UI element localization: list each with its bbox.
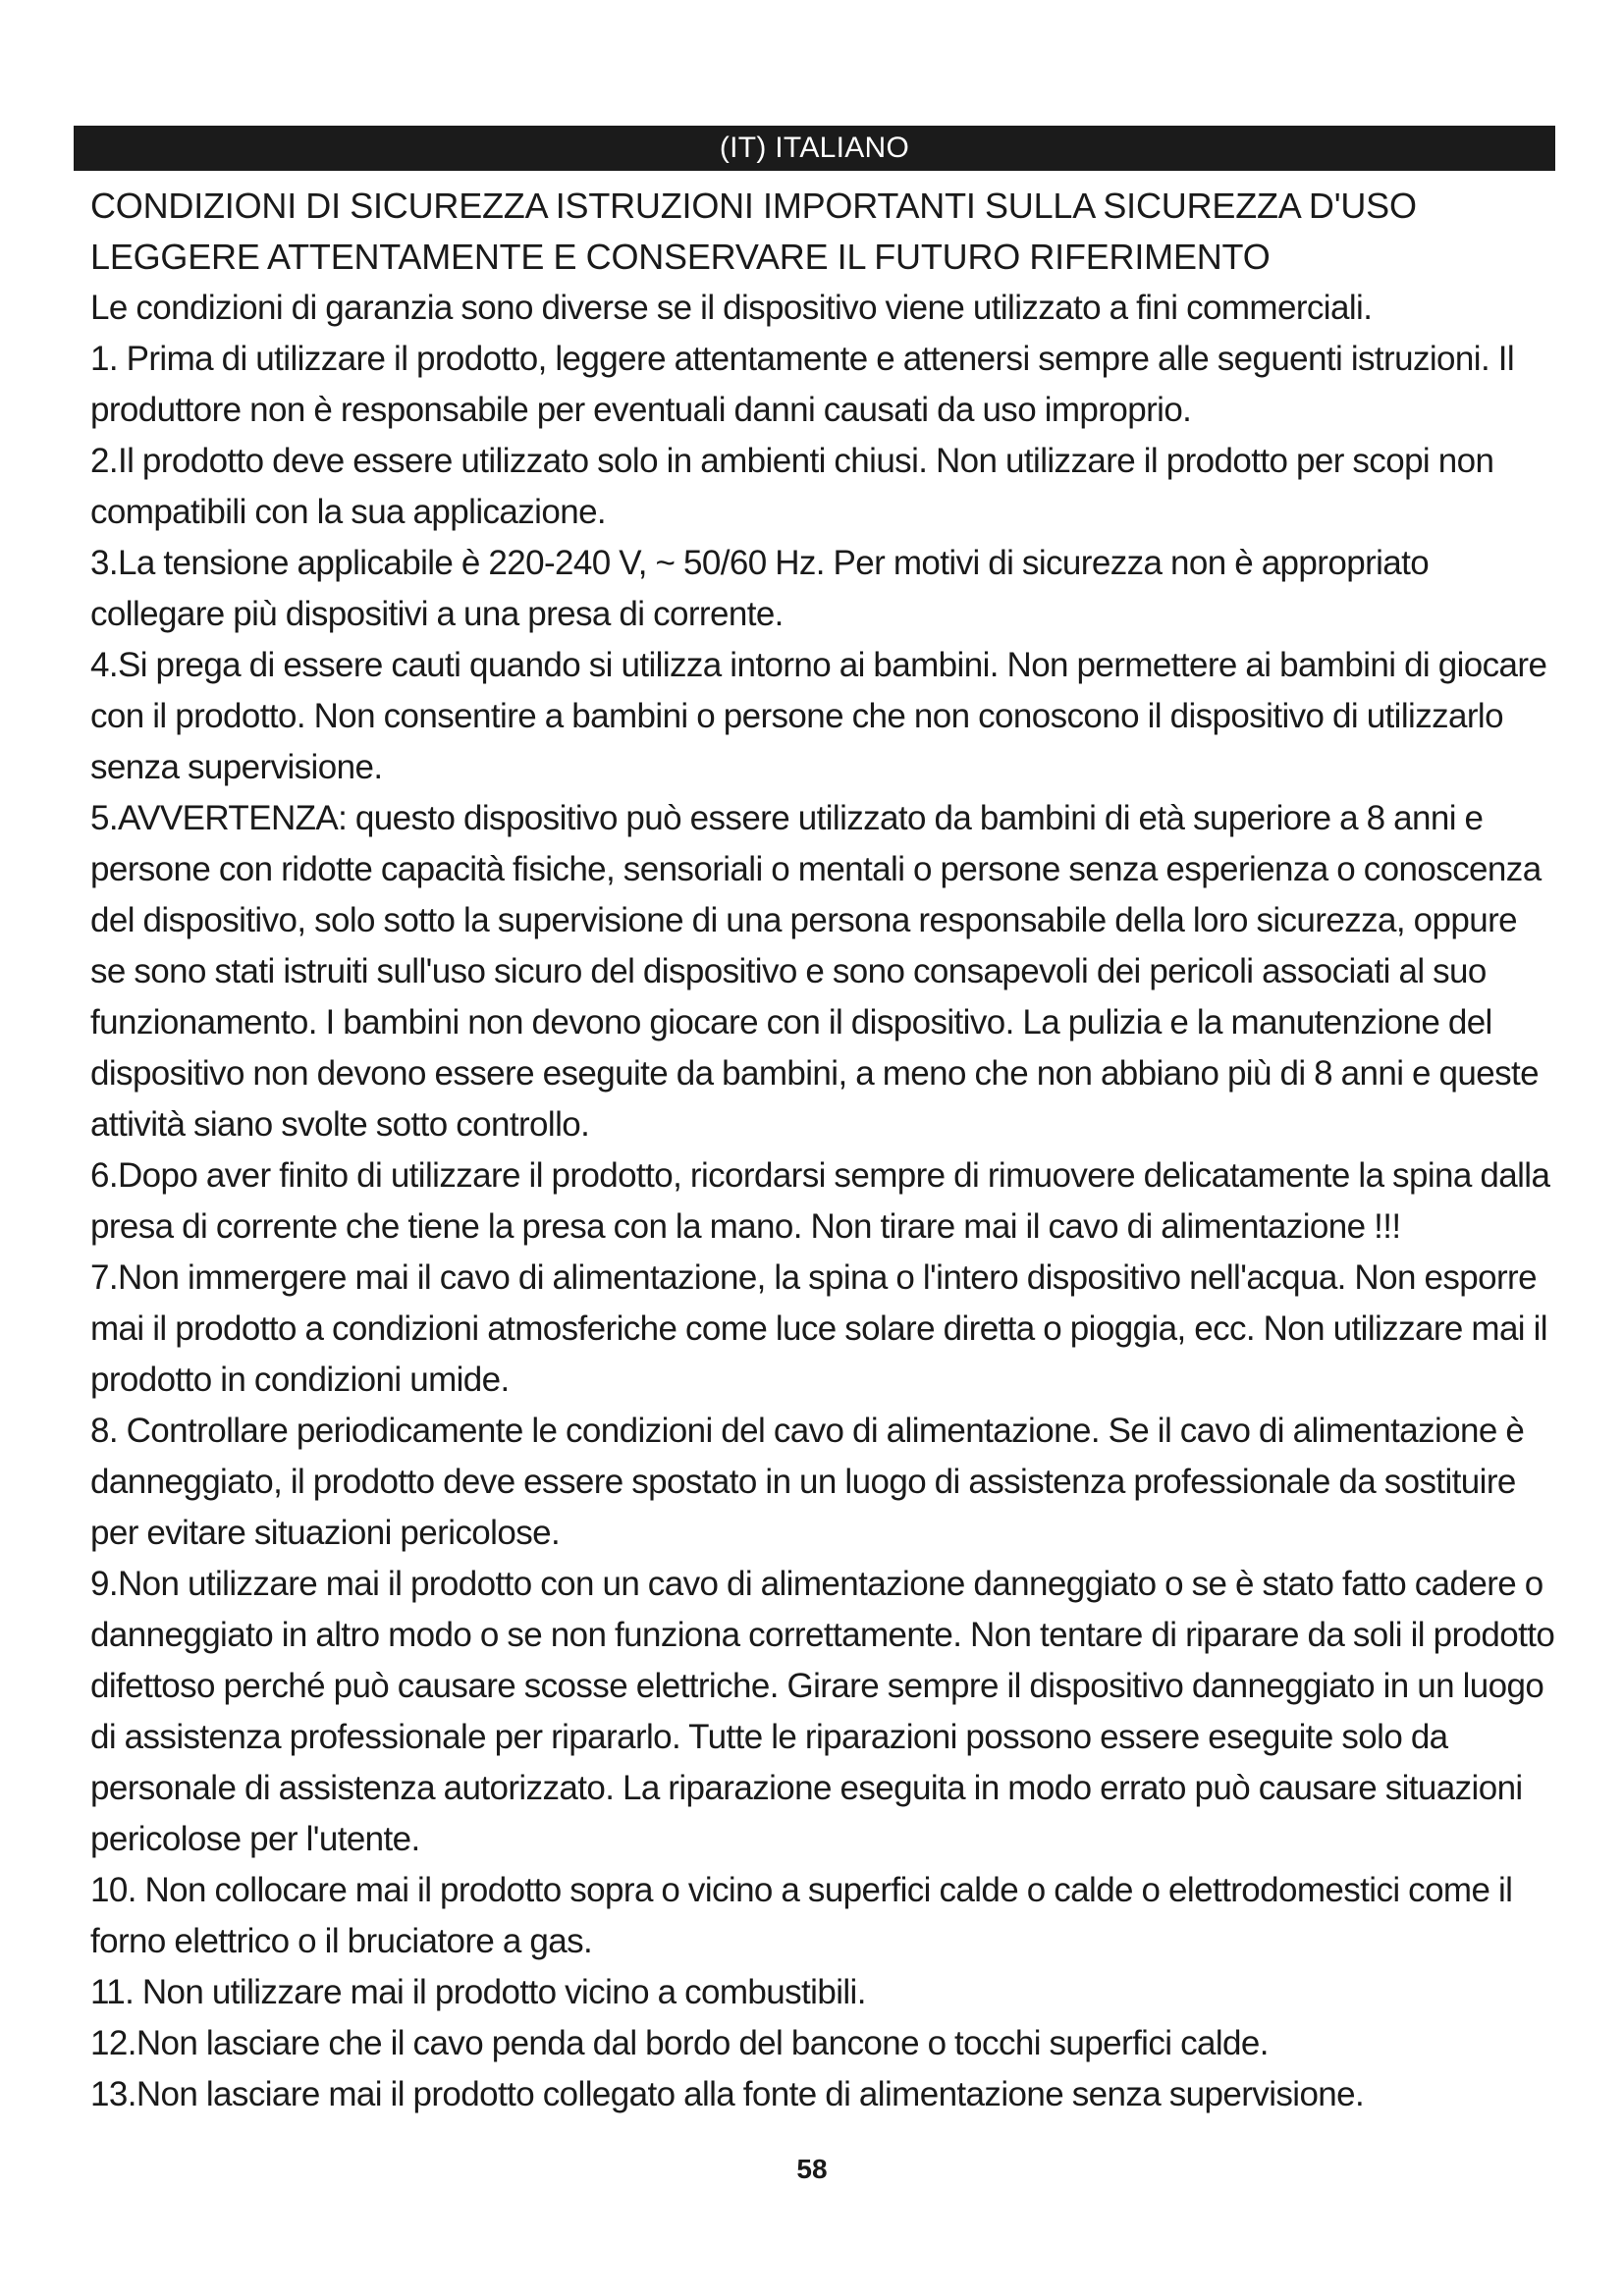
instruction-item-7: 7.Non immergere mai il cavo di alimentazione, la spina o l'intero dispositivo nell'acqua. Non esporre mai il prodotto a condizioni atmosferiche come luce solare diretta o pioggia, ecc. Non utilizzare mai il prodotto in condizioni umide. — [90, 1258, 1547, 1399]
instruction-item-12: 12.Non lasciare che il cavo penda dal bordo del bancone o tocchi superfici calde. — [90, 2024, 1269, 2062]
instruction-item-5: 5.AVVERTENZA: questo dispositivo può essere utilizzato da bambini di età superiore a 8 anni e persone con ridotte capacità fisiche, sensoriali o mentali o persone senza esperienza o conoscenza del dispositivo, solo sotto la supervisione di una persona responsabile della loro sicurezza, oppure se sono stati istruiti sull'uso sicuro del dispositivo e sono consapevoli dei pericoli associati al suo funzionamento. I bambini non devono giocare con il dispositivo. La pulizia e la manutenzione del dispositivo non devono essere eseguite da bambini, a meno che non abbiano più di 8 anni e queste attività siano svolte sotto controllo. — [90, 799, 1542, 1144]
instruction-item-9: 9.Non utilizzare mai il prodotto con un cavo di alimentazione danneggiato o se è stato fatto cadere o danneggiato in altro modo o se non funziona correttamente. Non tentare di riparare da soli il prodotto difettoso perché può causare scosse elettriche. Girare sempre il dispositivo danneggiato in un luogo di assistenza professionale per ripararlo. Tutte le riparazioni possono essere eseguite solo da personale di assistenza autorizzato. La riparazione eseguita in modo errato può causare situazioni pericolose per l'utente. — [90, 1565, 1555, 1858]
instruction-item-8: 8. Controllare periodicamente le condizioni del cavo di alimentazione. Se il cavo di alimentazione è danneggiato, il prodotto deve essere spostato in un luogo di assistenza professionale da sostituire per evitare situazioni pericolose. — [90, 1412, 1525, 1552]
safety-instructions — [90, 181, 1555, 2120]
warranty-note: Le condizioni di garanzia sono diverse se il dispositivo viene utilizzato a fini commerciali. — [90, 289, 1373, 327]
page-number: 58 — [796, 2154, 828, 2184]
title-line-2: LEGGERE ATTENTAMENTE E CONSERVARE IL FUTURO RIFERIMENTO — [90, 237, 1271, 277]
instruction-item-3: 3.La tensione applicabile è 220-240 V, ~ 50/60 Hz. Per motivi di sicurezza non è appropriato collegare più dispositivi a una presa di corrente. — [90, 544, 1430, 633]
instruction-item-10: 10. Non collocare mai il prodotto sopra o vicino a superfici calde o calde o elettrodomestici come il forno elettrico o il bruciatore a gas. — [90, 1871, 1513, 1960]
title-line-1: CONDIZIONI DI SICUREZZA ISTRUZIONI IMPORTANTI SULLA SICUREZZA D'USO — [90, 186, 1417, 226]
language-header-bar: (IT) ITALIANO — [74, 126, 1555, 171]
instruction-item-13: 13.Non lasciare mai il prodotto collegato alla fonte di alimentazione senza supervisione. — [90, 2075, 1365, 2113]
instruction-item-1: 1. Prima di utilizzare il prodotto, leggere attentamente e attenersi sempre alle seguenti istruzioni. Il produttore non è responsabile per eventuali danni causati da uso improprio. — [90, 340, 1514, 429]
instruction-item-11: 11. Non utilizzare mai il prodotto vicino a combustibili. — [90, 1973, 866, 2011]
instruction-item-2: 2.Il prodotto deve essere utilizzato solo in ambienti chiusi. Non utilizzare il prodotto per scopi non compatibili con la sua applicazione. — [90, 442, 1494, 531]
instruction-item-6: 6.Dopo aver finito di utilizzare il prodotto, ricordarsi sempre di rimuovere delicatamente la spina dalla presa di corrente che tiene la presa con la mano. Non tirare mai il cavo di alimentazione !!! — [90, 1156, 1550, 1246]
instruction-item-4: 4.Si prega di essere cauti quando si utilizza intorno ai bambini. Non permettere ai bambini di giocare con il prodotto. Non consentire a bambini o persone che non conoscono il dispositivo di utilizzarlo senza supervisione. — [90, 646, 1547, 786]
